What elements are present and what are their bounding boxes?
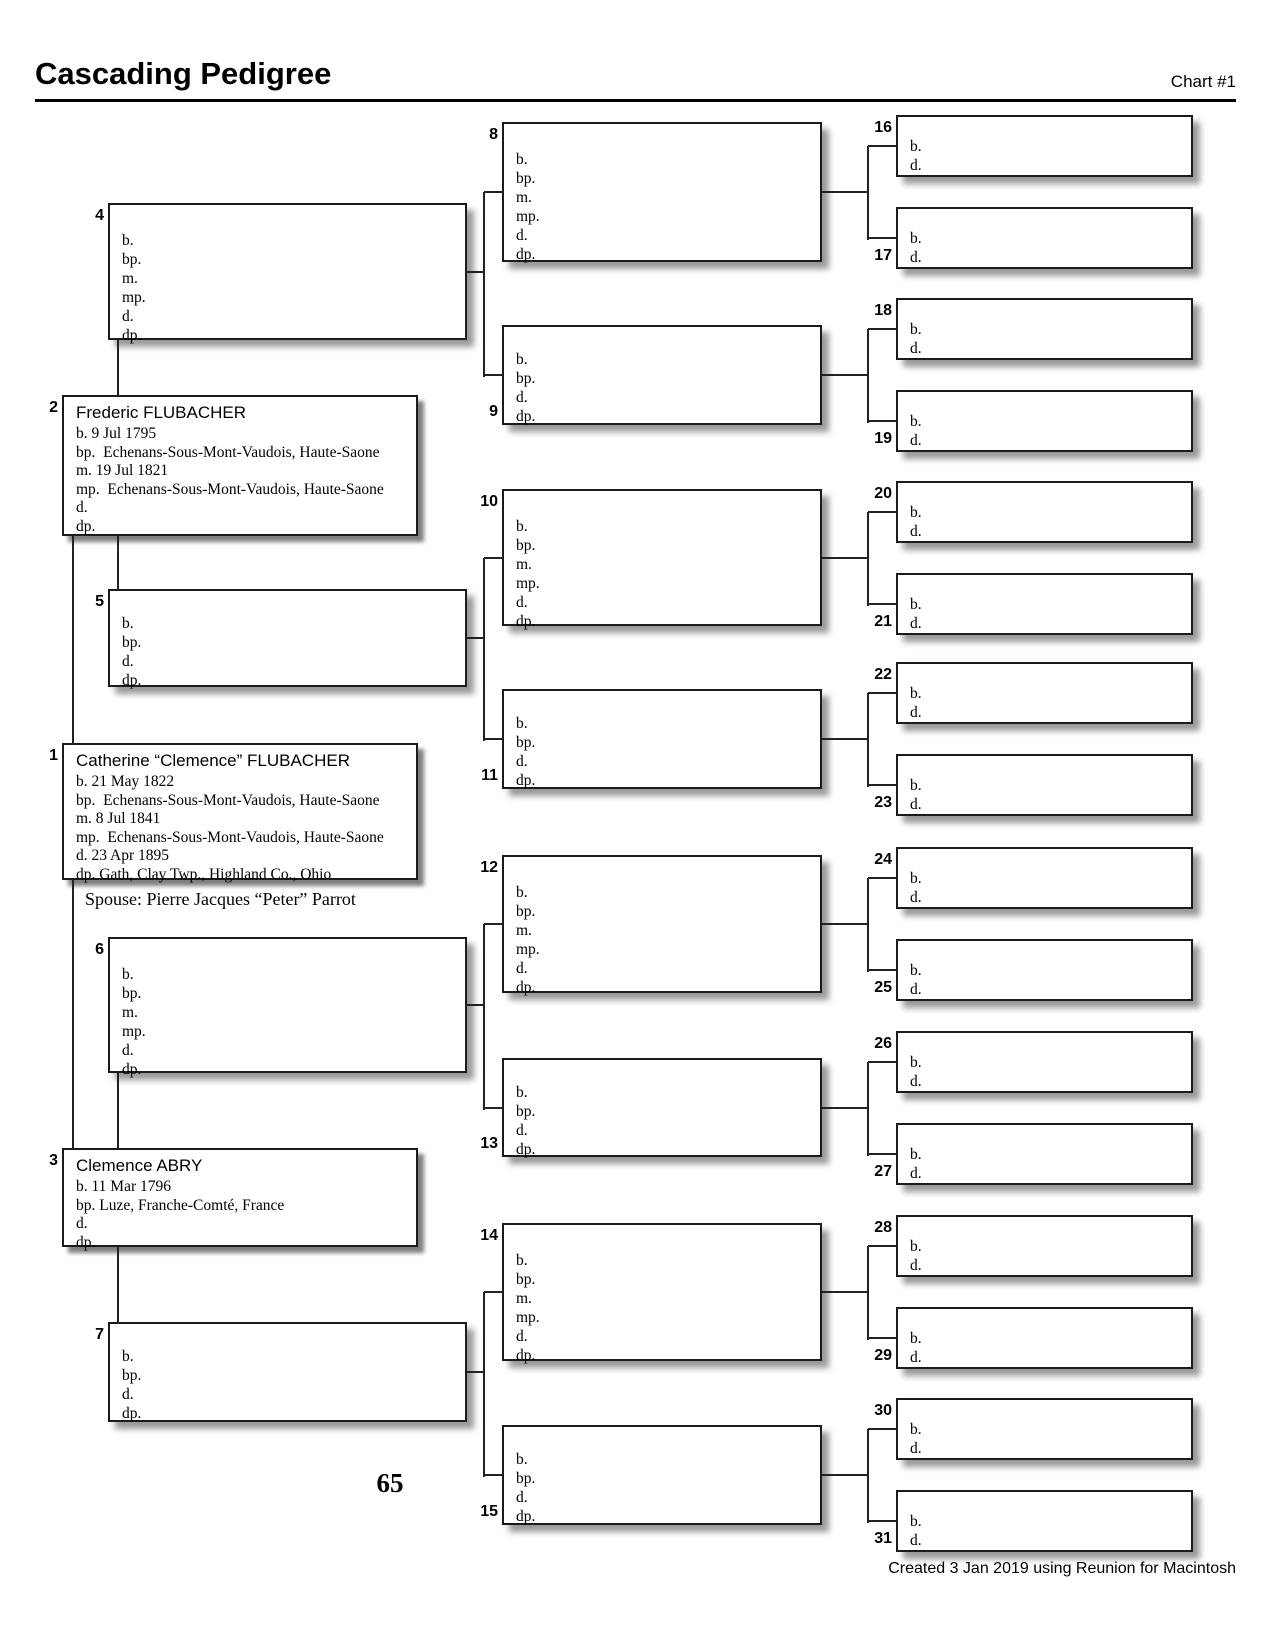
field-label-line: d. bbox=[516, 1489, 528, 1506]
connector-line bbox=[868, 1337, 896, 1339]
box-number-16: 16 bbox=[874, 119, 892, 136]
box-number-17: 17 bbox=[874, 247, 892, 264]
footer-note: Created 3 Jan 2019 using Reunion for Macintosh bbox=[888, 1560, 1236, 1577]
field-label-line: mp. bbox=[122, 289, 146, 306]
field-label-line: d. bbox=[910, 614, 922, 632]
field-label-line: m. bbox=[516, 922, 532, 939]
box-number-10: 10 bbox=[480, 493, 498, 510]
field-label-line: b. bbox=[516, 1084, 528, 1101]
person-box-23 bbox=[896, 754, 1193, 816]
field-label-line: d. bbox=[910, 1349, 922, 1366]
connector-line bbox=[483, 924, 485, 1110]
field-label-line: d. bbox=[122, 1042, 134, 1059]
connector-line bbox=[484, 1291, 502, 1293]
connector-line bbox=[822, 1107, 868, 1109]
box-number-7: 7 bbox=[95, 1326, 104, 1343]
box-number-4: 4 bbox=[95, 207, 104, 224]
page-number: 65 bbox=[376, 1468, 404, 1498]
person-box-4 bbox=[108, 203, 467, 344]
field-label-line: bp. bbox=[516, 903, 536, 920]
box-number-25: 25 bbox=[874, 979, 892, 996]
field-label-line: d. bbox=[910, 340, 922, 357]
connector-line bbox=[117, 1247, 119, 1324]
field-label-line: dp. bbox=[516, 613, 536, 630]
connector-line bbox=[484, 1474, 502, 1476]
field-label-line: bp. bbox=[516, 1271, 536, 1288]
person-box-2 bbox=[62, 395, 418, 536]
connector-line bbox=[868, 692, 896, 694]
connector-line bbox=[822, 923, 868, 925]
person-box-27 bbox=[896, 1123, 1193, 1185]
box-number-23: 23 bbox=[874, 794, 892, 811]
field-label-line: b. bbox=[910, 1053, 922, 1071]
box-number-22: 22 bbox=[874, 666, 892, 683]
person-detail-line: dp. bbox=[76, 517, 96, 535]
connector-line bbox=[868, 1520, 896, 1522]
field-label-line: bp. bbox=[516, 1470, 536, 1487]
box-number-15: 15 bbox=[480, 1503, 498, 1520]
field-label-line: b. bbox=[122, 1348, 134, 1365]
person-box-31 bbox=[896, 1490, 1193, 1552]
box-number-19: 19 bbox=[874, 430, 892, 447]
box-number-18: 18 bbox=[874, 302, 892, 319]
field-label-line: d. bbox=[516, 1328, 528, 1345]
field-label-line: d. bbox=[910, 1532, 922, 1549]
connector-line bbox=[868, 1061, 896, 1063]
field-label-line: d. bbox=[122, 1386, 134, 1403]
spouse-note: Spouse: Pierre Jacques “Peter” Parrot bbox=[85, 889, 356, 909]
box-number-24: 24 bbox=[874, 851, 892, 868]
person-box-5 bbox=[108, 589, 467, 687]
person-box-19 bbox=[896, 390, 1193, 452]
field-label-line: b. bbox=[910, 413, 922, 430]
person-box-9 bbox=[502, 325, 822, 425]
field-label-line: b. bbox=[910, 230, 922, 247]
field-label-line: dp. bbox=[516, 979, 536, 996]
person-detail-line: b. 21 May 1822 bbox=[76, 773, 175, 790]
field-label-line: bp. bbox=[122, 634, 142, 651]
field-label-line: d. bbox=[910, 1257, 922, 1274]
field-label-line: dp. bbox=[516, 246, 536, 263]
person-box-8 bbox=[502, 122, 822, 262]
connector-line bbox=[822, 191, 868, 193]
connector-line bbox=[822, 1291, 868, 1293]
field-label-line: bp. bbox=[516, 1103, 536, 1120]
field-label-line: m. bbox=[122, 270, 138, 287]
person-box-11 bbox=[502, 689, 822, 789]
person-box-3 bbox=[62, 1148, 418, 1251]
connector-line bbox=[868, 877, 896, 879]
field-label-line: b. bbox=[910, 777, 922, 794]
field-label-line: d. bbox=[910, 1440, 922, 1457]
connector-line bbox=[484, 557, 502, 559]
connector-line bbox=[868, 1245, 896, 1247]
field-label-line: d. bbox=[516, 960, 528, 977]
connector-line bbox=[484, 191, 502, 193]
box-number-20: 20 bbox=[874, 484, 892, 502]
field-label-line: d. bbox=[516, 227, 528, 244]
field-label-line: bp. bbox=[122, 1367, 142, 1384]
person-box-21 bbox=[896, 573, 1193, 635]
field-label-line: dp. bbox=[516, 1141, 536, 1158]
person-name: Catherine “Clemence” FLUBACHER bbox=[76, 751, 350, 770]
field-label-line: b. bbox=[122, 232, 134, 249]
field-label-line: bp. bbox=[122, 251, 142, 268]
connector-line bbox=[868, 145, 896, 147]
box-number-1: 1 bbox=[49, 747, 58, 764]
field-label-line: d. bbox=[910, 704, 922, 721]
connector-line bbox=[868, 1428, 896, 1430]
connector-line bbox=[822, 1474, 868, 1476]
person-box-17 bbox=[896, 207, 1193, 269]
person-detail-line: d. 23 Apr 1895 bbox=[76, 847, 169, 864]
connector-line bbox=[467, 271, 484, 273]
person-detail-line: m. 8 Jul 1841 bbox=[76, 810, 161, 827]
box-number-28: 28 bbox=[874, 1219, 892, 1236]
connector-line bbox=[868, 969, 896, 971]
field-label-line: bp. bbox=[122, 985, 142, 1002]
person-detail-line: bp. Echenans-Sous-Mont-Vaudois, Haute-Saone bbox=[76, 443, 380, 461]
field-label-line: b. bbox=[910, 685, 922, 702]
person-detail-line: bp. Luze, Franche-Comté, France bbox=[76, 1196, 285, 1214]
person-box-20 bbox=[896, 481, 1193, 543]
field-label-line: b. bbox=[910, 870, 922, 887]
connector-line bbox=[822, 557, 868, 559]
field-label-line: d. bbox=[910, 249, 922, 266]
person-name: Frederic FLUBACHER bbox=[76, 403, 247, 422]
connector-line bbox=[867, 329, 869, 423]
person-box-14 bbox=[502, 1223, 822, 1364]
field-label-line: d. bbox=[910, 157, 922, 174]
box-number-11: 11 bbox=[481, 767, 498, 784]
field-label-line: b. bbox=[122, 966, 134, 983]
connector-line bbox=[467, 637, 484, 639]
person-name: Clemence ABRY bbox=[76, 1156, 203, 1175]
field-label-line: b. bbox=[516, 518, 528, 535]
title-rule bbox=[35, 99, 1236, 102]
field-label-line: mp. bbox=[516, 575, 540, 592]
field-label-line: b. bbox=[516, 884, 528, 901]
connector-line bbox=[483, 558, 485, 742]
box-number-27: 27 bbox=[874, 1162, 892, 1180]
field-label-line: bp. bbox=[516, 370, 536, 387]
page-title: Cascading Pedigree bbox=[35, 56, 332, 91]
connector-line bbox=[117, 340, 119, 397]
field-label-line: b. bbox=[910, 1145, 922, 1163]
person-detail-line: mp. Echenans-Sous-Mont-Vaudois, Haute-Saone bbox=[76, 828, 384, 846]
field-label-line: m. bbox=[516, 556, 532, 573]
connector-line bbox=[868, 603, 896, 605]
field-label-line: d. bbox=[910, 981, 922, 998]
field-label-line: mp. bbox=[516, 941, 540, 958]
connector-line bbox=[868, 328, 896, 330]
person-detail-line: m. 19 Jul 1821 bbox=[76, 462, 169, 479]
person-box-12 bbox=[502, 855, 822, 996]
box-number-8: 8 bbox=[489, 126, 498, 143]
connector-line bbox=[483, 192, 485, 377]
connector-line bbox=[467, 1371, 484, 1373]
field-label-line: b. bbox=[910, 1238, 922, 1255]
connector-line bbox=[867, 512, 869, 606]
field-label-line: d. bbox=[516, 753, 528, 770]
field-label-line: d. bbox=[910, 796, 922, 813]
field-label-line: b. bbox=[516, 1252, 528, 1269]
person-box-15 bbox=[502, 1425, 822, 1525]
field-label-line: b. bbox=[516, 715, 528, 732]
field-label-line: d. bbox=[516, 594, 528, 611]
field-label-line: b. bbox=[122, 615, 134, 632]
box-number-3: 3 bbox=[49, 1152, 58, 1169]
box-number-2: 2 bbox=[49, 399, 58, 416]
person-box-28 bbox=[896, 1215, 1193, 1277]
field-label-line: dp. bbox=[122, 1405, 142, 1422]
connector-line bbox=[868, 784, 896, 786]
person-detail-line: d. bbox=[76, 1215, 88, 1232]
connector-line bbox=[867, 1062, 869, 1156]
box-number-13: 13 bbox=[480, 1135, 498, 1152]
box-number-5: 5 bbox=[95, 593, 104, 610]
field-label-line: dp. bbox=[516, 408, 536, 425]
box-number-21: 21 bbox=[874, 612, 892, 630]
connector-line bbox=[117, 1073, 119, 1150]
field-label-line: dp. bbox=[516, 772, 536, 789]
field-label-line: m. bbox=[122, 1004, 138, 1021]
person-box-10 bbox=[502, 489, 822, 630]
connector-line bbox=[484, 923, 502, 925]
field-label-line: dp. bbox=[122, 672, 142, 689]
person-detail-line: dp. bbox=[76, 1233, 96, 1251]
person-box-7 bbox=[108, 1322, 467, 1422]
person-box-13 bbox=[502, 1058, 822, 1157]
field-label-line: b. bbox=[910, 1421, 922, 1438]
field-label-line: mp. bbox=[122, 1023, 146, 1040]
field-label-line: mp. bbox=[516, 208, 540, 225]
connector-line bbox=[484, 1107, 502, 1109]
person-box-25 bbox=[896, 939, 1193, 1001]
field-label-line: dp. bbox=[516, 1508, 536, 1525]
field-label-line: dp. bbox=[122, 327, 142, 344]
connector-line bbox=[867, 693, 869, 787]
field-label-line: b. bbox=[516, 151, 528, 168]
person-detail-line: dp. Gath, Clay Twp., Highland Co., Ohio bbox=[76, 865, 332, 883]
connector-line bbox=[867, 1429, 869, 1523]
field-label-line: dp. bbox=[122, 1061, 142, 1078]
box-number-9: 9 bbox=[489, 403, 498, 420]
connector-line bbox=[867, 146, 869, 240]
person-box-1 bbox=[62, 743, 418, 883]
person-box-24 bbox=[896, 847, 1193, 909]
field-label-line: b. bbox=[910, 138, 922, 155]
field-label-line: d. bbox=[516, 1122, 528, 1139]
field-label-line: b. bbox=[910, 321, 922, 338]
box-number-30: 30 bbox=[874, 1402, 892, 1419]
field-label-line: m. bbox=[516, 189, 532, 206]
person-box-6 bbox=[108, 937, 467, 1078]
field-label-line: b. bbox=[910, 503, 922, 521]
box-number-26: 26 bbox=[874, 1034, 892, 1052]
connector-line bbox=[483, 1292, 485, 1477]
field-label-line: b. bbox=[910, 1513, 922, 1530]
person-detail-line: b. 11 Mar 1796 bbox=[76, 1178, 171, 1195]
field-label-line: dp. bbox=[516, 1347, 536, 1364]
connector-line bbox=[867, 878, 869, 972]
field-label-line: bp. bbox=[516, 734, 536, 751]
field-label-line: d. bbox=[910, 522, 922, 540]
person-box-29 bbox=[896, 1307, 1193, 1369]
field-label-line: bp. bbox=[516, 537, 536, 554]
box-number-31: 31 bbox=[874, 1530, 892, 1547]
connector-line bbox=[467, 1004, 484, 1006]
connector-line bbox=[484, 374, 502, 376]
person-box-30 bbox=[896, 1398, 1193, 1460]
person-box-22 bbox=[896, 662, 1193, 724]
connector-line bbox=[867, 1246, 869, 1340]
box-number-14: 14 bbox=[480, 1227, 498, 1244]
connector-line bbox=[868, 237, 896, 239]
connector-line bbox=[484, 738, 502, 740]
field-label-line: d. bbox=[910, 1072, 922, 1090]
field-label-line: b. bbox=[910, 962, 922, 979]
person-box-18 bbox=[896, 298, 1193, 360]
field-label-line: b. bbox=[910, 1330, 922, 1347]
person-detail-line: bp. Echenans-Sous-Mont-Vaudois, Haute-Saone bbox=[76, 791, 380, 809]
field-label-line: m. bbox=[516, 1290, 532, 1307]
box-number-29: 29 bbox=[874, 1347, 892, 1364]
field-label-line: bp. bbox=[516, 170, 536, 187]
field-label-line: d. bbox=[516, 389, 528, 406]
connector-line bbox=[822, 738, 868, 740]
box-number-12: 12 bbox=[480, 859, 498, 876]
connector-line bbox=[868, 420, 896, 422]
field-label-line: b. bbox=[516, 1451, 528, 1468]
field-label-line: d. bbox=[122, 308, 134, 325]
connector-line bbox=[868, 1153, 896, 1155]
person-box-26 bbox=[896, 1031, 1193, 1093]
field-label-line: d. bbox=[910, 889, 922, 906]
box-number-6: 6 bbox=[95, 941, 104, 958]
field-label-line: b. bbox=[910, 595, 922, 613]
field-label-line: d. bbox=[910, 432, 922, 449]
connector-line bbox=[117, 536, 119, 591]
connector-line bbox=[822, 374, 868, 376]
field-label-line: d. bbox=[122, 653, 134, 670]
connector-line bbox=[868, 511, 896, 513]
field-label-line: mp. bbox=[516, 1309, 540, 1326]
connector-line bbox=[72, 536, 74, 745]
person-detail-line: mp. Echenans-Sous-Mont-Vaudois, Haute-Saone bbox=[76, 480, 384, 498]
connector-line bbox=[72, 880, 74, 1150]
field-label-line: b. bbox=[516, 351, 528, 368]
person-detail-line: d. bbox=[76, 499, 88, 516]
field-label-line: d. bbox=[910, 1164, 922, 1182]
person-detail-line: b. 9 Jul 1795 bbox=[76, 425, 157, 442]
person-box-16 bbox=[896, 115, 1193, 177]
chart-number: Chart #1 bbox=[1170, 72, 1236, 91]
